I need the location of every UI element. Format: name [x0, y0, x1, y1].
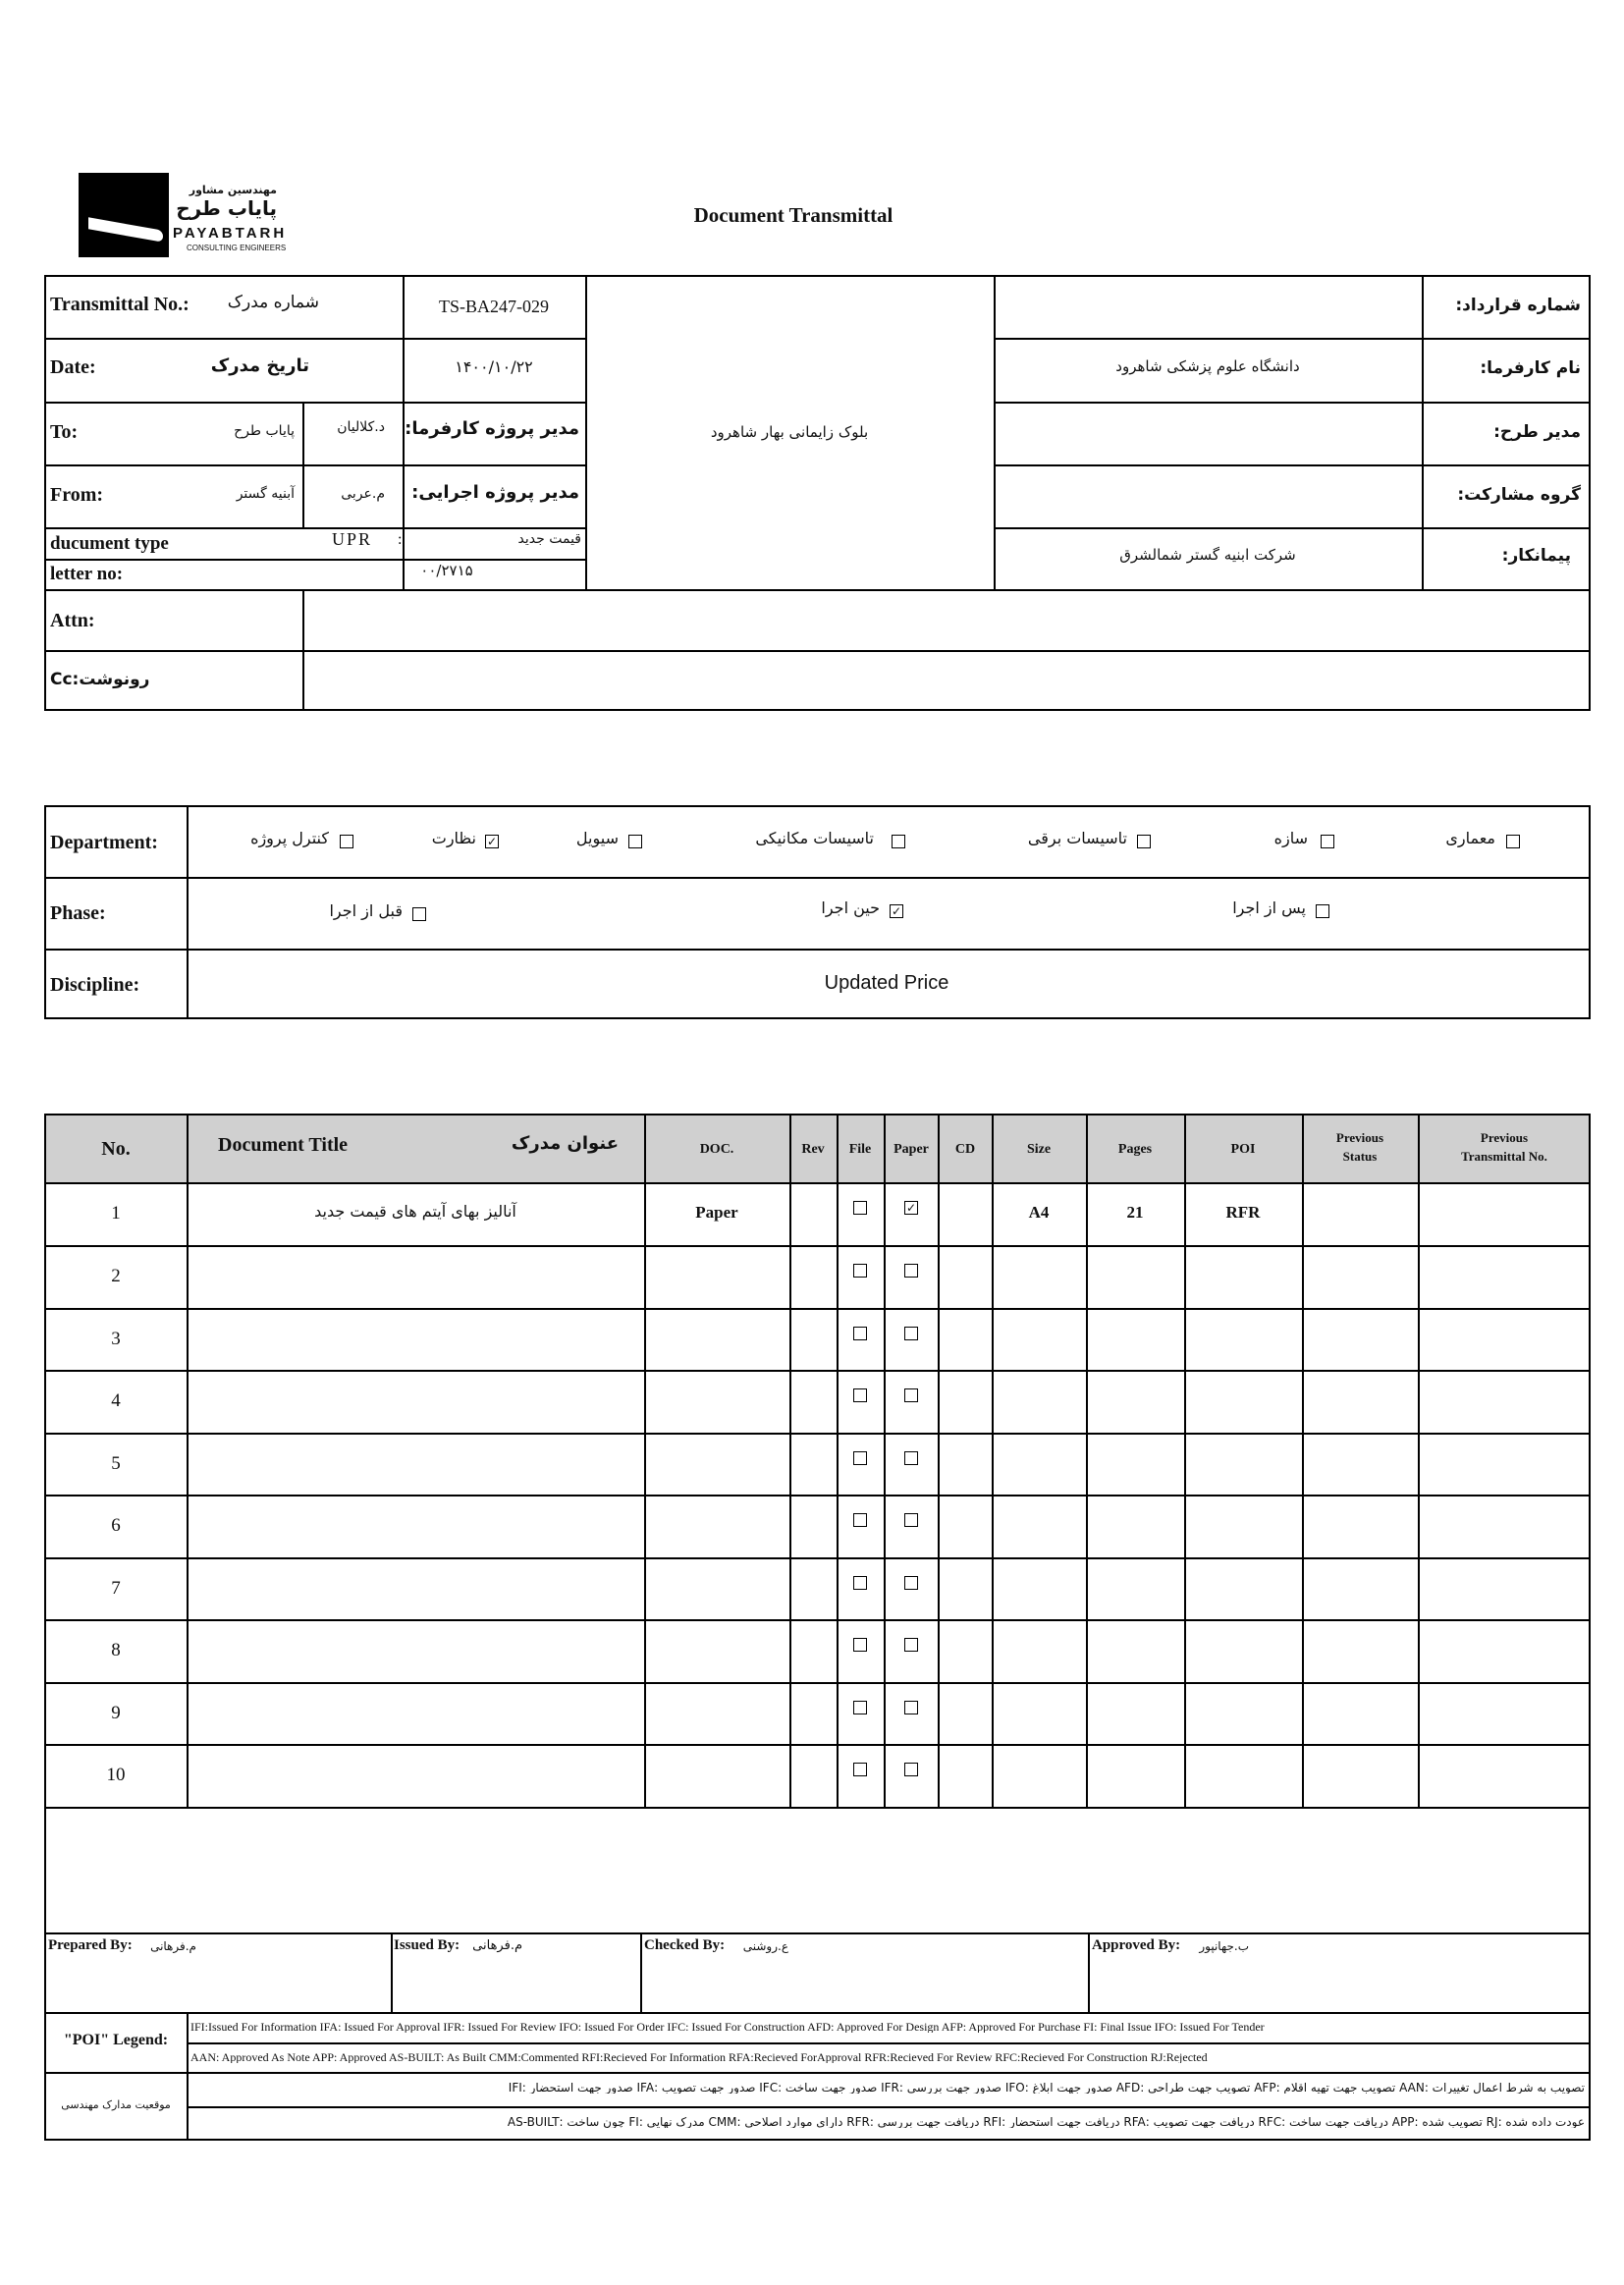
dept-checkbox-mechanical[interactable]: [892, 835, 905, 848]
discipline-label: Discipline:: [50, 974, 140, 996]
prepared-by-value: م.فرهانی: [150, 1939, 196, 1953]
row-paper-checkbox[interactable]: [904, 1763, 918, 1776]
row-file-checkbox[interactable]: [853, 1763, 867, 1776]
phase-label: Phase:: [50, 902, 106, 924]
row-file-checkbox[interactable]: [853, 1701, 867, 1714]
col-header-prev-trans-2: Transmittal No.: [1461, 1149, 1547, 1164]
col-header-doc: DOC.: [699, 1142, 734, 1157]
row-doc: Paper: [695, 1203, 738, 1222]
row-poi: RFR: [1225, 1203, 1261, 1222]
dept-label-mechanical: تاسیسات مکانیکی: [755, 829, 874, 847]
contractor-value: شرکت ابنیه گستر شمالشرق: [1119, 546, 1296, 564]
designer-label: مدیر طرح:: [1493, 422, 1581, 442]
row-title: آنالیز بهای آیتم های قیمت جدید: [314, 1202, 516, 1221]
project-name: بلوک زایمانی بهار شاهرود: [710, 423, 869, 441]
col-header-no: No.: [101, 1138, 131, 1160]
to-value: پایاب طرح: [234, 423, 295, 439]
col-header-prev-status-1: Previous: [1335, 1130, 1384, 1145]
logo-mark: [79, 173, 169, 257]
row-file-checkbox[interactable]: [853, 1576, 867, 1590]
transmittal-label: Transmittal No.:: [50, 294, 189, 315]
row-number: 8: [111, 1640, 121, 1660]
row-file-checkbox[interactable]: [853, 1451, 867, 1465]
logo-en-sub: CONSULTING ENGINEERS: [187, 244, 287, 252]
dept-label-structure: سازه: [1273, 829, 1308, 847]
row-number: 4: [111, 1390, 121, 1411]
doc-type-fa: قیمت جدید: [517, 531, 581, 547]
legend-label: "POI" Legend:: [63, 2032, 169, 2048]
dept-label-architecture: معماری: [1445, 829, 1495, 847]
date-label-fa: تاریخ مدرک: [210, 355, 309, 376]
col-header-poi: POI: [1230, 1142, 1256, 1157]
letter-value: ۰۰/۲۷۱۵: [420, 562, 473, 579]
doc-type-separator: :: [398, 531, 403, 548]
phase-label-during: حین اجرا: [821, 898, 880, 917]
letter-label: letter no:: [50, 564, 124, 584]
row-file-checkbox[interactable]: [853, 1264, 867, 1278]
dept-checkbox-civil[interactable]: [628, 835, 642, 848]
col-header-prev-status-2: Status: [1342, 1149, 1378, 1164]
col-header-title-en: Document Title: [218, 1134, 349, 1156]
prepared-by-label: Prepared By:: [48, 1937, 133, 1953]
logo-fa-name: پایاب طرح: [176, 196, 277, 220]
row-number: 5: [111, 1452, 121, 1474]
contractor-label: پیمانکار:: [1501, 546, 1571, 566]
doc-type-label: ducument type: [50, 533, 169, 554]
logo-en-name: PAYABTARH: [173, 225, 288, 242]
row-number: 2: [111, 1266, 121, 1286]
page-title: Document Transmittal: [693, 203, 893, 227]
row-paper-checkbox[interactable]: [904, 1264, 918, 1278]
company-logo: [79, 173, 297, 257]
dept-checkbox-supervision[interactable]: ✓: [486, 835, 498, 848]
legend-line-2: AAN: Approved As Note APP: Approved AS-BUILT: As Built CMM:Commented RFI:Recieved For Information RFA:Recieved ForApproval RFR:Recieved For Review RFC:Recieved For Construction RJ:Rejected: [190, 2051, 1208, 2063]
transmittal-label-fa: شماره مدرک: [227, 293, 319, 312]
client-value: دانشگاه علوم پزشکی شاهرود: [1115, 357, 1300, 375]
to-label: To:: [50, 421, 79, 443]
checked-by-value: ع.روشنی: [742, 1939, 788, 1953]
discipline-value: Updated Price: [824, 972, 949, 994]
attn-label: Attn:: [50, 610, 95, 631]
dept-label-civil: سیویل: [575, 829, 619, 847]
row-paper-checkbox[interactable]: [904, 1388, 918, 1402]
phase-checkbox-during[interactable]: ✓: [891, 904, 902, 918]
client-label: نام کارفرما:: [1480, 358, 1581, 378]
from-label: From:: [50, 484, 104, 506]
dept-label-project-control: کنترل پروژه: [250, 829, 329, 847]
row-number: 9: [111, 1702, 121, 1723]
phase-label-before: قبل از اجرا: [329, 901, 403, 920]
row-number: 6: [111, 1515, 121, 1536]
dept-checkbox-electrical[interactable]: [1137, 835, 1151, 848]
issued-by-value: م.فرهانی: [472, 1938, 522, 1953]
logo-fa-top: مهندسین مشاور: [189, 184, 277, 196]
col-header-file: File: [848, 1142, 872, 1157]
legend-line-3: تصویب به شرط اعمال تغییرات :AAN تصویب جهت تهیه اقلام :AFP تصویب جهت طراحی :AFD صدور جهت ابلاغ :IFO صدور جهت بررسی :IFR صدور جهت ساخت :IFC صدور جهت تصویب :IFA صدور جهت استحضار :IFI: [508, 2082, 1585, 2094]
row-number: 7: [111, 1577, 121, 1599]
col-header-title-fa: عنوان مدرک: [511, 1133, 619, 1154]
row-paper-checkbox[interactable]: [904, 1638, 918, 1652]
col-header-rev: Rev: [801, 1142, 825, 1157]
phase-checkbox-before[interactable]: [412, 907, 426, 921]
date-label: Date:: [50, 356, 96, 378]
row-file-checkbox[interactable]: [853, 1327, 867, 1340]
issued-by-label: Issued By:: [394, 1937, 460, 1953]
row-number: 1: [111, 1203, 121, 1224]
date-value: ۱۴۰۰/۱۰/۲۲: [455, 357, 533, 376]
row-file-checkbox[interactable]: [853, 1388, 867, 1402]
dept-checkbox-structure[interactable]: [1321, 835, 1334, 848]
col-header-cd: CD: [954, 1142, 976, 1157]
exec-pm-label: مدیر پروژه اجرایی:: [411, 482, 579, 503]
row-file-checkbox[interactable]: [853, 1513, 867, 1527]
approved-by-value: ب.جهانپور: [1199, 1939, 1249, 1953]
from-value: آبنیه گستر: [236, 486, 295, 502]
legend-line-4: عودت داده شده :RJ تصویب شده :APP دریافت جهت ساخت :RFC دریافت جهت تصویب :RFA دریافت جهت استحضار :RFI دریافت جهت بررسی :RFR دارای موارد اصلاحی :CMM مدرک نهایی :FI چون ساخت :AS-BUILT: [507, 2116, 1585, 2128]
dept-checkbox-architecture[interactable]: [1506, 835, 1520, 848]
phase-label-after: پس از اجرا: [1232, 898, 1306, 917]
row-paper-checkbox[interactable]: ✓: [905, 1201, 917, 1215]
legend-line-1: IFI:Issued For Information IFA: Issued For Approval IFR: Issued For Review IFO: Issued For Order IFC: Issued For Construction AFD: Approved For Design AFP: Approved For Purchase FI: Final Issue IFO: Issued For Tender: [190, 2021, 1265, 2033]
legend-fa-label: موقعیت مدارک مهندسی: [61, 2098, 171, 2111]
col-header-paper: Paper: [893, 1142, 929, 1157]
cc-label: Cc:رونوشت: [50, 670, 150, 689]
phase-checkbox-after[interactable]: [1316, 904, 1329, 918]
col-header-pages: Pages: [1117, 1142, 1153, 1157]
doc-type-code: UPR: [332, 529, 373, 549]
col-header-size: Size: [1026, 1142, 1052, 1157]
to-person: د.کلالیان: [337, 419, 385, 435]
row-file-checkbox[interactable]: [853, 1638, 867, 1652]
contract-no-label: شماره قرارداد:: [1455, 296, 1581, 315]
dept-checkbox-project-control[interactable]: [340, 835, 353, 848]
dept-label-electrical: تاسیسات برقی: [1027, 829, 1127, 847]
row-paper-checkbox[interactable]: [904, 1451, 918, 1465]
row-paper-checkbox[interactable]: [904, 1327, 918, 1340]
document-table: [44, 1114, 1591, 2141]
transmittal-number: TS-BA247-029: [439, 297, 549, 316]
from-person: م.عربی: [341, 486, 385, 502]
row-paper-checkbox[interactable]: [904, 1513, 918, 1527]
col-header-prev-trans-1: Previous: [1480, 1130, 1529, 1145]
row-number: 3: [111, 1328, 121, 1349]
consultant-label: گروه مشارکت:: [1457, 485, 1581, 505]
row-paper-checkbox[interactable]: [904, 1701, 918, 1714]
client-pm-label: مدیر پروژه کارفرما:: [405, 418, 579, 439]
dept-label-supervision: نظارت: [431, 829, 476, 847]
checked-by-label: Checked By:: [644, 1937, 726, 1953]
department-label: Department:: [50, 832, 158, 853]
row-pages: 21: [1126, 1203, 1144, 1222]
row-file-checkbox[interactable]: [853, 1201, 867, 1215]
approved-by-label: Approved By:: [1092, 1937, 1181, 1953]
row-paper-checkbox[interactable]: [904, 1576, 918, 1590]
row-number: 10: [106, 1765, 126, 1785]
row-size: A4: [1028, 1203, 1050, 1222]
